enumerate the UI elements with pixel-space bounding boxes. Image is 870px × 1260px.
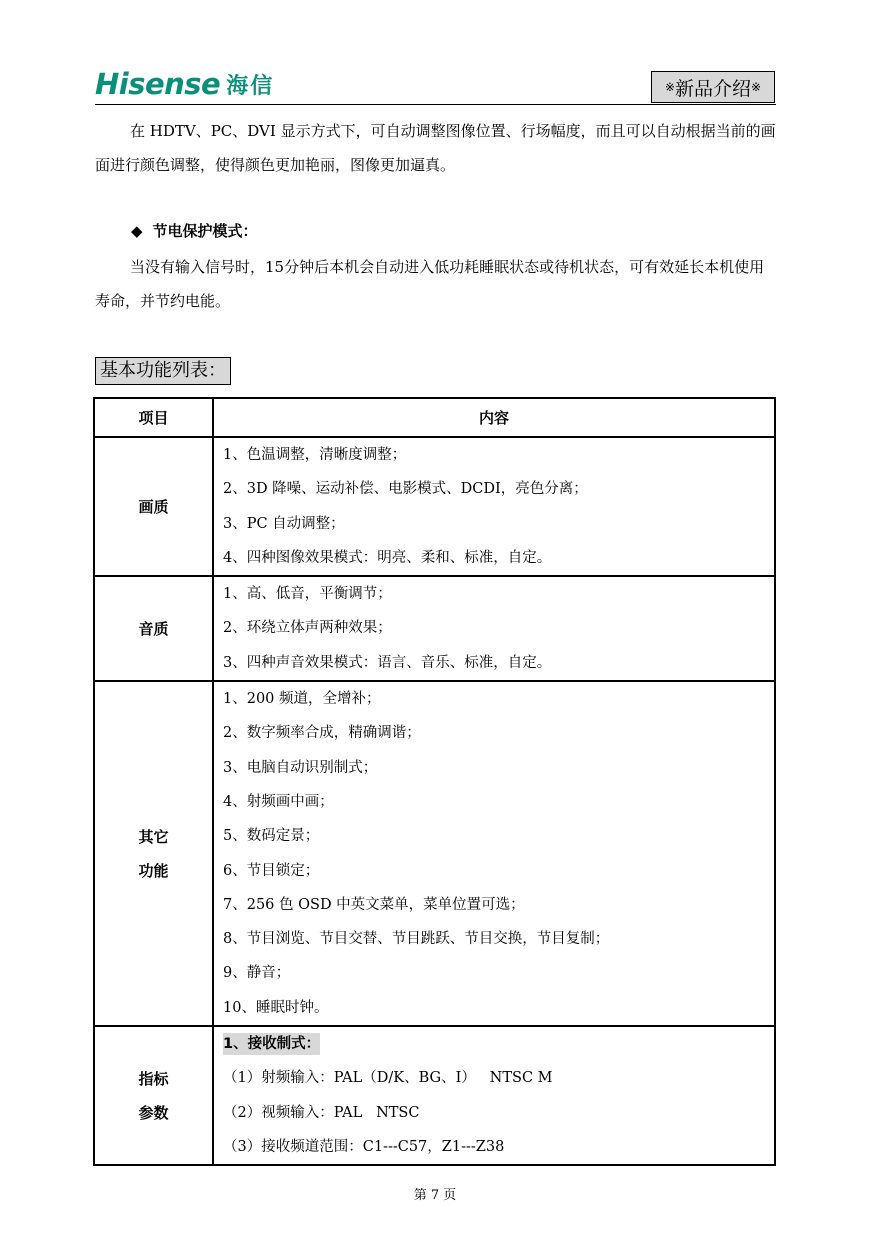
category-cell — [94, 1026, 213, 1165]
list-item: 2、数字频率合成，精确调谐； — [223, 725, 421, 742]
category-cell — [94, 437, 213, 576]
category-cell — [94, 576, 213, 681]
list-item: （2）视频输入：PAL NTSC — [223, 1104, 420, 1121]
intro-paragraph — [95, 114, 776, 182]
table-row-specs — [94, 1026, 775, 1165]
list-item: 3、四种声音效果模式：语言、音乐、标准，自定。 — [223, 654, 552, 671]
category-label: 指标 — [138, 1069, 169, 1088]
badge-mark-right: ※ — [751, 80, 762, 94]
header-item: 项目 — [94, 398, 213, 437]
table-row-other — [94, 681, 775, 1026]
list-item: 3、PC 自动调整； — [223, 515, 345, 532]
list-item: 2、环绕立体声两种效果； — [223, 620, 392, 637]
table-row-sound — [94, 576, 775, 681]
list-item-highlight — [223, 1027, 774, 1061]
list-item: 10、睡眠时钟。 — [223, 999, 329, 1016]
content-cell — [213, 437, 775, 576]
header-content: 内容 — [213, 398, 775, 437]
table-row-picture — [94, 437, 775, 576]
logo-english: Hisense — [95, 67, 221, 101]
power-save-title: 节电保护模式： — [152, 222, 258, 240]
diamond-bullet-icon: ◆ — [131, 222, 143, 240]
category-label: 功能 — [138, 861, 169, 880]
highlighted-heading: 1、接收制式： — [223, 1033, 320, 1055]
badge-text: 新品介绍 — [674, 77, 751, 100]
function-table — [93, 397, 776, 1166]
list-item: 1、高、低音，平衡调节； — [223, 586, 392, 603]
list-item: 4、四种图像效果模式：明亮、柔和、标准，自定。 — [223, 549, 552, 566]
list-item: （1）射频输入：PAL（D/K、BG、I） NTSC M — [223, 1070, 553, 1087]
content-cell — [213, 681, 775, 1026]
category-label: 参数 — [138, 1103, 169, 1122]
list-item: 5、数码定景； — [223, 828, 320, 845]
list-item: 2、3D 降噪、运动补偿、电影模式、DCDI，亮色分离； — [223, 481, 588, 498]
table-header-row — [94, 398, 775, 437]
list-item: 3、电脑自动识别制式； — [223, 759, 378, 776]
power-save-paragraph — [95, 250, 776, 318]
content-cell — [213, 1026, 775, 1165]
list-item: （3）接收频道范围：C1---C57，Z1---Z38 — [223, 1138, 505, 1155]
header-divider — [95, 104, 776, 105]
list-item: 9、静音； — [223, 965, 291, 982]
category-label: 其它 — [138, 827, 169, 846]
function-list-title: 基本功能列表： — [95, 357, 231, 385]
intro-text: 在 HDTV、PC、DVI 显示方式下，可自动调整图像位置、行场幅度，而且可以自动根据当前的画面进行颜色调整，使得颜色更加艳丽，图像更加逼真。 — [95, 122, 776, 174]
logo-chinese: 海信 — [226, 73, 275, 99]
list-item: 4、射频画中画； — [223, 793, 334, 810]
list-item: 1、色温调整，清晰度调整； — [223, 447, 407, 463]
content-cell — [213, 576, 775, 681]
category-label: 画质 — [138, 497, 169, 516]
badge-mark-left: ※ — [664, 80, 675, 94]
page-number: 第 7 页 — [413, 1188, 457, 1203]
hisense-logo — [95, 68, 274, 100]
power-save-text: 当没有输入信号时，15分钟后本机会自动进入低功耗睡眠状态或待机状态，可有效延长本机使用寿命，并节约电能。 — [95, 258, 765, 310]
category-cell — [94, 681, 213, 1026]
new-product-badge — [651, 71, 775, 103]
list-item: 6、节目锁定； — [223, 862, 320, 879]
list-item: 7、256 色 OSD 中英文菜单，菜单位置可选； — [223, 896, 525, 913]
category-label: 音质 — [138, 619, 169, 638]
power-save-heading — [131, 220, 258, 241]
list-item: 8、节目浏览、节目交替、节目跳跃、节目交换，节目复制； — [223, 931, 610, 948]
list-item: 1、200 频道，全增补； — [223, 691, 381, 708]
